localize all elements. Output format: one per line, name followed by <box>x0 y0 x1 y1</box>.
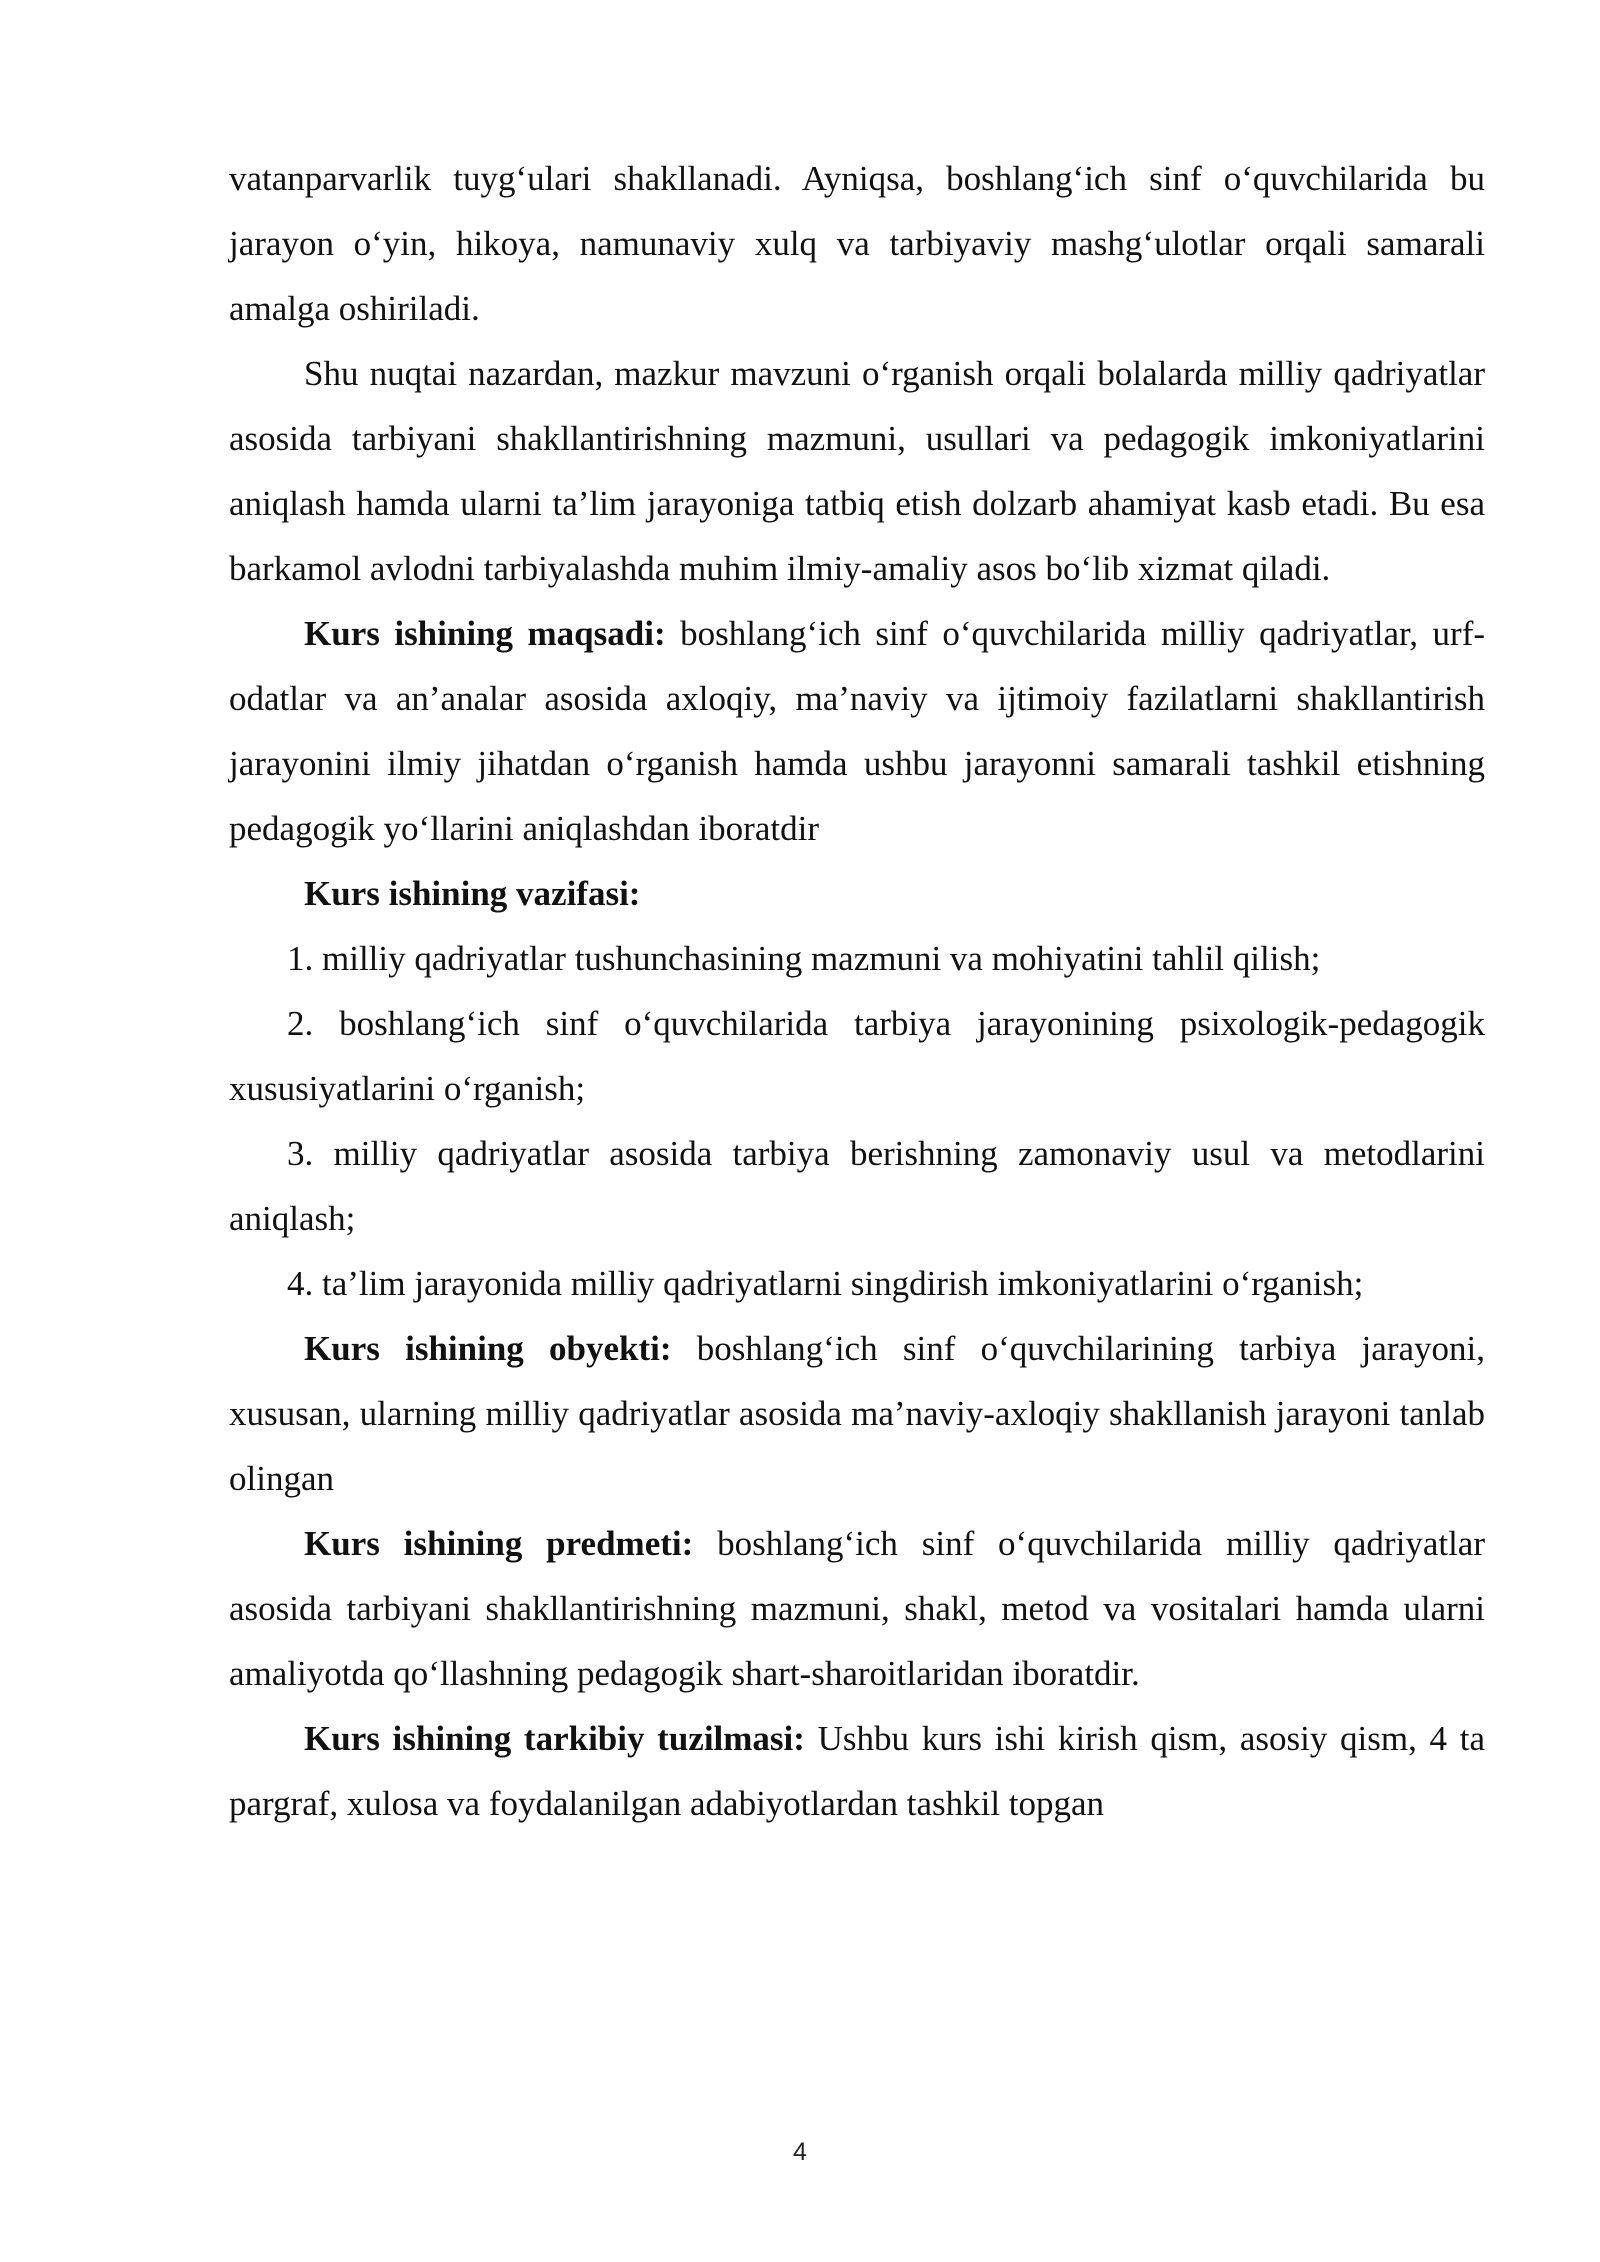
paragraph-structure <box>229 1706 1485 1836</box>
task-item-2: 2. boshlang‘ich sinf o‘quvchilarida tarbiya jarayonining psixologik-pedagogik xususiyatlarini o‘rganish; <box>229 1004 1485 1108</box>
paragraph-goal <box>229 601 1485 861</box>
object-heading: Kurs ishining obyekti: <box>304 1329 672 1368</box>
goal-heading: Kurs ishining maqsadi: <box>304 614 666 653</box>
document-body <box>229 146 1485 1836</box>
page-number: 4 <box>793 2138 807 2166</box>
task-item-3: 3. milliy qadriyatlar asosida tarbiya berishning zamonaviy usul va metodlarini aniqlash; <box>229 1134 1485 1238</box>
paragraph-object <box>229 1316 1485 1511</box>
tasks-heading: Kurs ishining vazifasi: <box>304 874 641 913</box>
subject-heading: Kurs ishining predmeti: <box>304 1524 694 1563</box>
paragraph-tasks-heading <box>229 861 1485 926</box>
object-text: boshlang‘ich sinf o‘quvchilarining tarbiya jarayoni, xususan, ularning milliy qadriyatlar asosida ma’naviy-axloqiy shakllanish jarayoni tanlab olingan <box>229 1329 1485 1498</box>
task-item-1: 1. milliy qadriyatlar tushunchasining mazmuni va mohiyatini tahlil qilish; <box>287 939 1321 978</box>
structure-text: Ushbu kurs ishi kirish qism, asosiy qism, 4 ta pargraf, xulosa va foydalanilgan adabiyotlardan tashkil topgan <box>229 1719 1485 1823</box>
paragraph-relevance: Shu nuqtai nazardan, mazkur mavzuni o‘rganish orqali bolalarda milliy qadriyatlar asosida tarbiyani shakllantirishning mazmuni, usullari va pedagogik imkoniyatlarini aniqlash hamda ularni ta’lim jarayoniga tatbiq etish dolzarb ahamiyat kasb etadi. Bu esa barkamol avlodni tarbiyalashda muhim ilmiy-amaliy asos bo‘lib xizmat qiladi. <box>229 354 1485 588</box>
structure-heading: Kurs ishining tarkibiy tuzilmasi: <box>304 1719 805 1758</box>
paragraph-subject <box>229 1511 1485 1706</box>
goal-text: boshlang‘ich sinf o‘quvchilarida milliy qadriyatlar, urf-odatlar va an’analar asosida axloqiy, ma’naviy va ijtimoiy fazilatlarni shakllantirish jarayonini ilmiy jihatdan o‘rganish hamda ushbu jarayonni samarali tashkil etishning pedagogik yo‘llarini aniqlashdan iboratdir <box>229 614 1486 848</box>
paragraph-intro-continuation: vatanparvarlik tuyg‘ulari shakllanadi. Ayniqsa, boshlang‘ich sinf o‘quvchilarida bu jarayon o‘yin, hikoya, namunaviy xulq va tarbiyaviy mashg‘ulotlar orqali samarali amalga oshiriladi. <box>229 159 1485 328</box>
subject-text: boshlang‘ich sinf o‘quvchilarida milliy qadriyatlar asosida tarbiyani shakllantirishning mazmuni, shakl, metod va vositalari hamda ularni amaliyotda qo‘llashning pedagogik shart-sharoitlaridan iboratdir. <box>229 1524 1485 1693</box>
task-item-4: 4. ta’lim jarayonida milliy qadriyatlarni singdirish imkoniyatlarini o‘rganish; <box>287 1264 1364 1303</box>
